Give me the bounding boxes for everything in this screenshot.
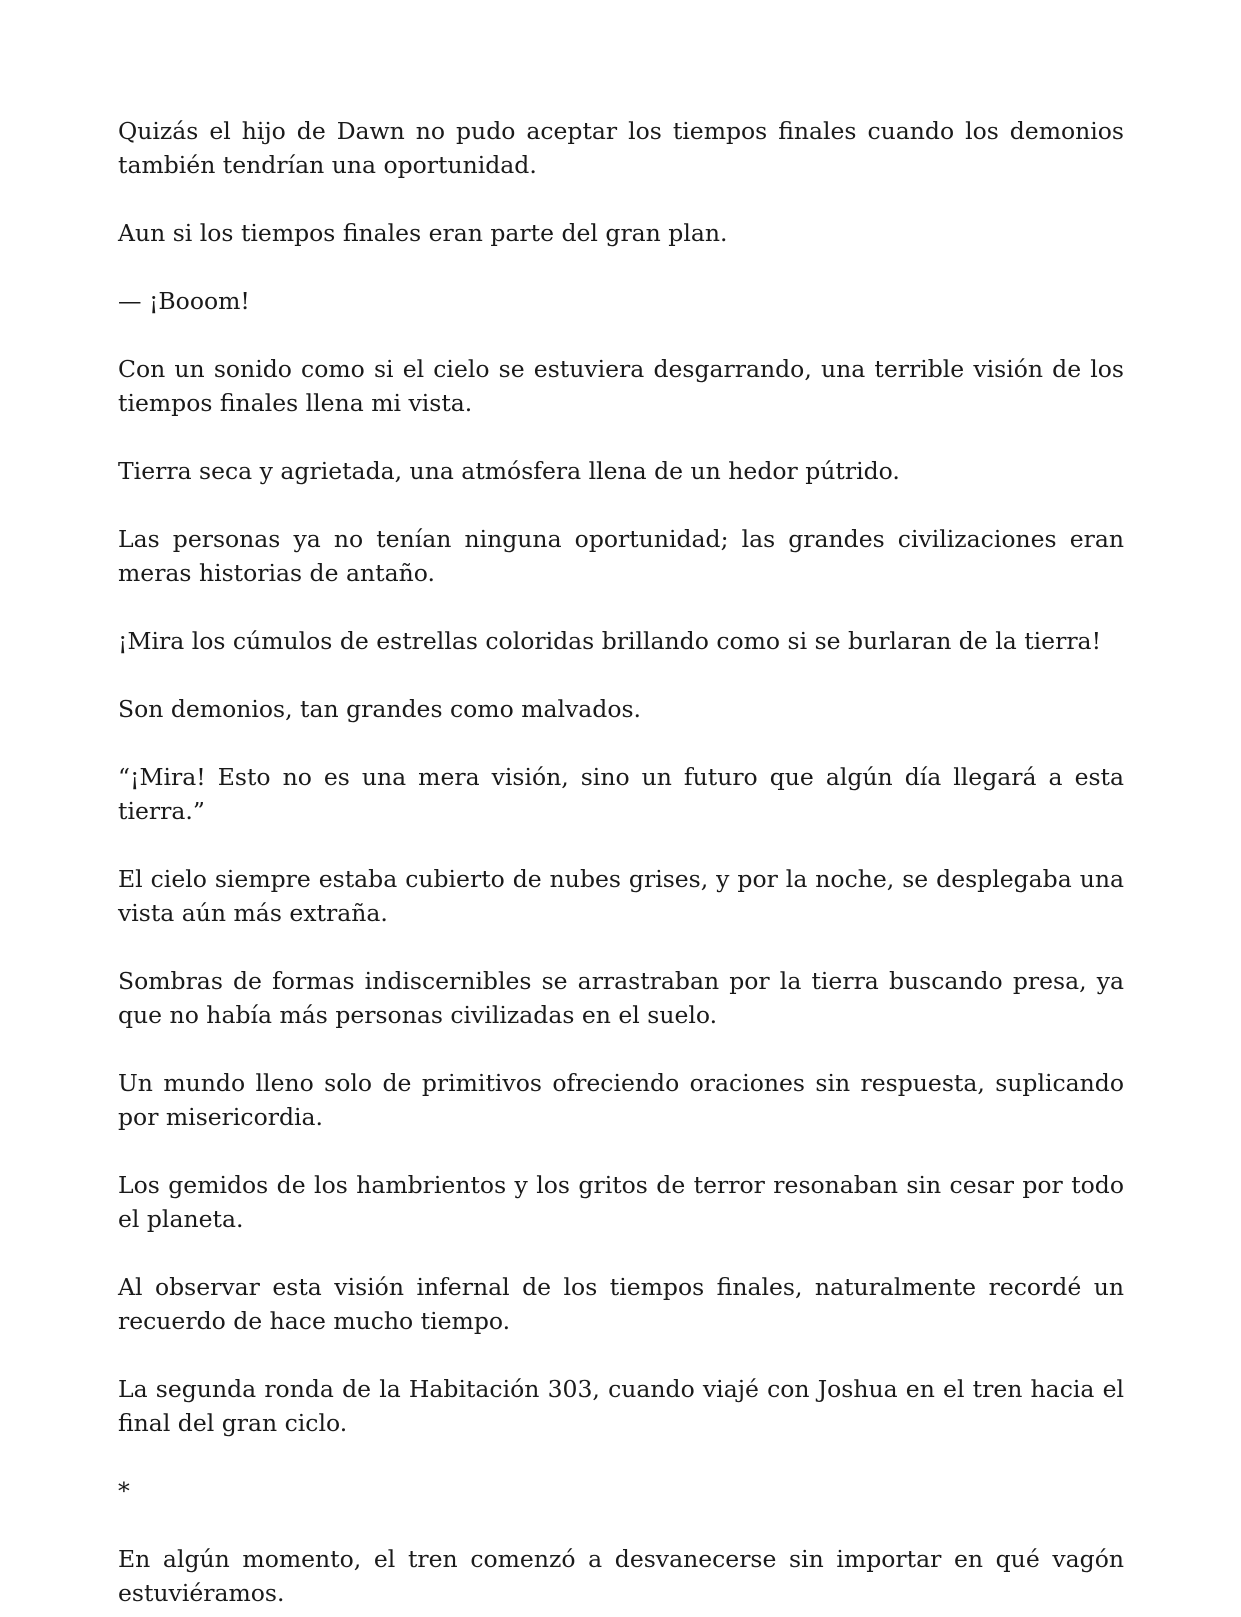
- paragraph: Los gemidos de los hambrientos y los gritos de terror resonaban sin cesar por todo el planeta.: [118, 1171, 1124, 1233]
- body-text: [118, 114, 1124, 1617]
- paragraph: Quizás el hijo de Dawn no pudo aceptar los tiempos finales cuando los demonios también tendrían una oportunidad.: [118, 117, 1124, 179]
- section-break: *: [118, 1477, 130, 1505]
- paragraph: Al observar esta visión infernal de los tiempos finales, naturalmente recordé un recuerdo de hace mucho tiempo.: [118, 1273, 1124, 1335]
- paragraph: Un mundo lleno solo de primitivos ofreciendo oraciones sin respuesta, suplicando por misericordia.: [118, 1069, 1124, 1131]
- paragraph: Son demonios, tan grandes como malvados.: [118, 695, 642, 723]
- paragraph: — ¡Booom!: [118, 287, 250, 315]
- paragraph: Sombras de formas indiscernibles se arrastraban por la tierra buscando presa, ya que no había más personas civilizadas en el suelo.: [118, 967, 1124, 1029]
- paragraph: La segunda ronda de la Habitación 303, cuando viajé con Joshua en el tren hacia el final del gran ciclo.: [118, 1375, 1124, 1437]
- paragraph: “¡Mira! Esto no es una mera visión, sino un futuro que algún día llegará a esta tierra.”: [118, 763, 1124, 825]
- paragraph: Aun si los tiempos finales eran parte del gran plan.: [118, 219, 728, 247]
- paragraph: ¡Mira los cúmulos de estrellas coloridas brillando como si se burlaran de la tierra!: [118, 627, 1102, 655]
- paragraph: Las personas ya no tenían ninguna oportunidad; las grandes civilizaciones eran meras historias de antaño.: [118, 525, 1124, 587]
- paragraph: Con un sonido como si el cielo se estuviera desgarrando, una terrible visión de los tiempos finales llena mi vista.: [118, 355, 1124, 417]
- paragraph: El cielo siempre estaba cubierto de nubes grises, y por la noche, se desplegaba una vista aún más extraña.: [118, 865, 1124, 927]
- paragraph: Tierra seca y agrietada, una atmósfera llena de un hedor pútrido.: [118, 457, 900, 485]
- paragraph: En algún momento, el tren comenzó a desvanecerse sin importar en qué vagón estuviéramos.: [118, 1545, 1124, 1607]
